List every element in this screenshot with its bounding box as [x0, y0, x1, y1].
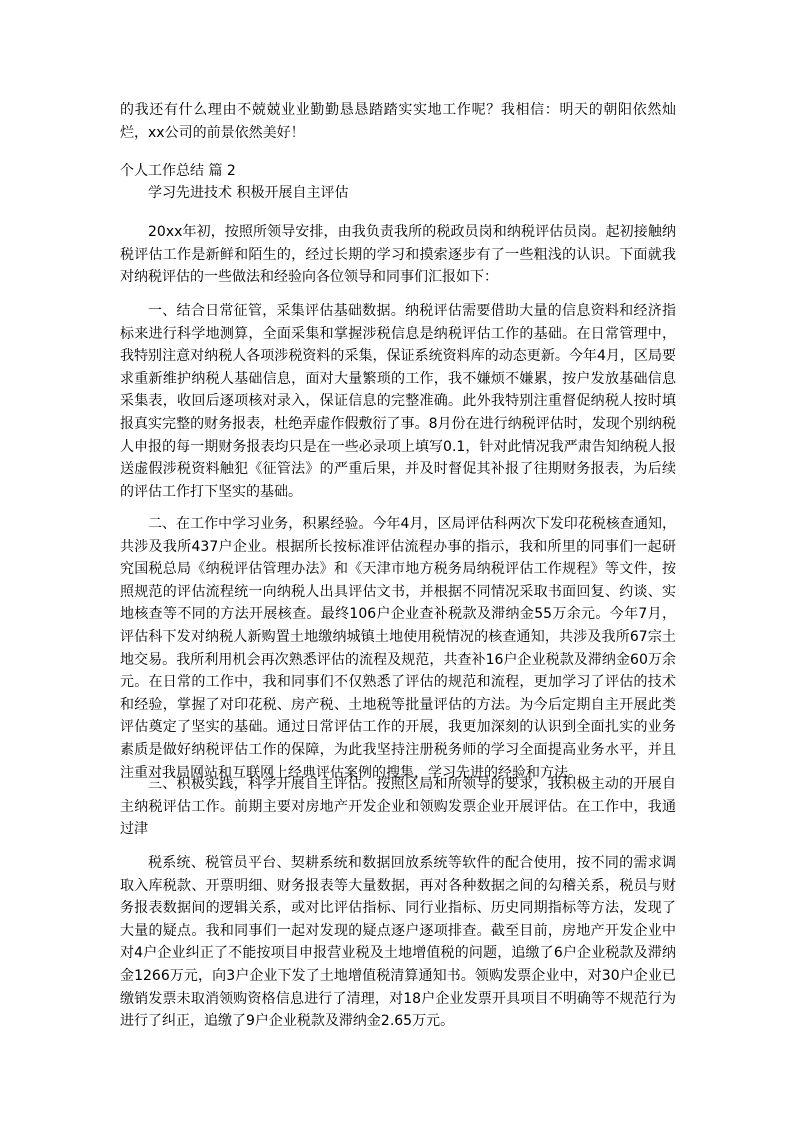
paragraph-section-one: 一、结合日常征管，采集评估基础数据。纳税评估需要借助大量的信息资料和经济指标来进行科学地测算，全面采集和掌握涉税信息是纳税评估工作的基础。在日常管理中，我特别注意对纳税人各项涉税资料的采集，保证系统资料库的动态更新。今年4月，区局要求重新维护纳税人基础信息，面对大量繁琐的工作，我不嫌烦不嫌累，按户发放基础信息采集表，收回后逐项核对录入，保证信息的完整准确。此外我特别注重督促纳税人按时填报真实完整的财务报表，杜绝弄虚作假敷衍了事。8月份在进行纳税评估时，发现个别纳税人申报的每一期财务报表均只是在一些必录项上填写0.1，针对此情况我严肃告知纳税人报送虚假涉税资料触犯《征管法》的严重后果，并及时督促其补报了往期财务报表，为后续的评估工作打下坚实的基础。: [120, 303, 676, 500]
paragraph-section-two: 二、在工作中学习业务，积累经验。今年4月，区局评估科两次下发印花税核查通知，共涉及我所437户企业。根据所长按标准评估流程办事的指示，我和所里的同事们一起研究国税总局《纳税评估管理办法》和《天津市地方税务局纳税评估工作规程》等文件，按照规范的评估流程统一向纳税人出具评估文书，并根据不同情况采取书面回复、约谈、实地核查等不同的方法开展核查。最终106户企业查补税款及滞纳金55万余元。今年7月，评估科下发对纳税人新购置土地缴纳城镇土地使用税情况的核查通知，共涉及我所67宗土地交易。我所利用机会再次熟悉评估的流程及规范，共查补16户企业税款及滞纳金60万余元。在日常的工作中，我和同事们不仅熟悉了评估的规范和流程，更加学习了评估的技术和经验，掌握了对印花税、房产税、土地税等批量评估的方法。为今后定期自主开展此类评估奠定了坚实的基础。通过日常评估工作的开展，我更加深刻的认识到全面扎实的业务素质是做好纳税评估工作的保障，为此我坚持注册税务师的学习全面提高业务水平，并且注重对我局网站和互联网上经典评估案例的搜集，学习先进的经验和方法。: [120, 516, 676, 781]
paragraph-opening: 20xx年初，按照所领导安排，由我负责我所的税政员岗和纳税评估员岗。起初接触纳税评估工作是新鲜和陌生的，经过长期的学习和摸索逐步有了一些粗浅的认识。下面就我对纳税评估的一些做法和经验向各位领导和同事们汇报如下：: [120, 224, 676, 286]
paragraph-section-three: 三、积极实践，科学开展自主评估。按照区局和所领导的要求，我积极主动的开展自主纳税评估工作。前期主要对房地产开发企业和领购发票企业开展评估。在工作中，我通过津: [120, 776, 676, 838]
article-title: 学习先进技术 积极开展自主评估: [148, 185, 349, 201]
paragraph-section-three-continued: 税系统、税管员平台、契耕系统和数据回放系统等软件的配合使用，按不同的需求调取入库税款、开票明细、财务报表等大量数据，再对各种数据之间的勾稽关系，税员与财务报表数据间的逻辑关系，或对比评估指标、同行业指标、历史同期指标等方法，发现了大量的疑点。我和同事们一起对发现的疑点逐户逐项排查。截至目前，房地产开发企业中对4户企业纠正了不能按项目申报营业税及土地增值税的问题，追缴了6户企业税款及滞纳金1266万元，向3户企业下发了土地增值税清算通知书。领购发票企业中，对30户企业已缴销发票未取消领购资格信息进行了清理，对18户企业发票开具项目不明确等不规范行为进行了纠正，追缴了9户企业税款及滞纳金2.65万元。: [120, 855, 676, 1030]
intro-paragraph: 的我还有什么理由不兢兢业业勤勤恳恳踏踏实实地工作呢？我相信：明天的朝阳依然灿烂，xx公司的前景依然美好！: [120, 102, 676, 141]
section-heading: 个人工作总结 篇 2: [120, 163, 236, 179]
